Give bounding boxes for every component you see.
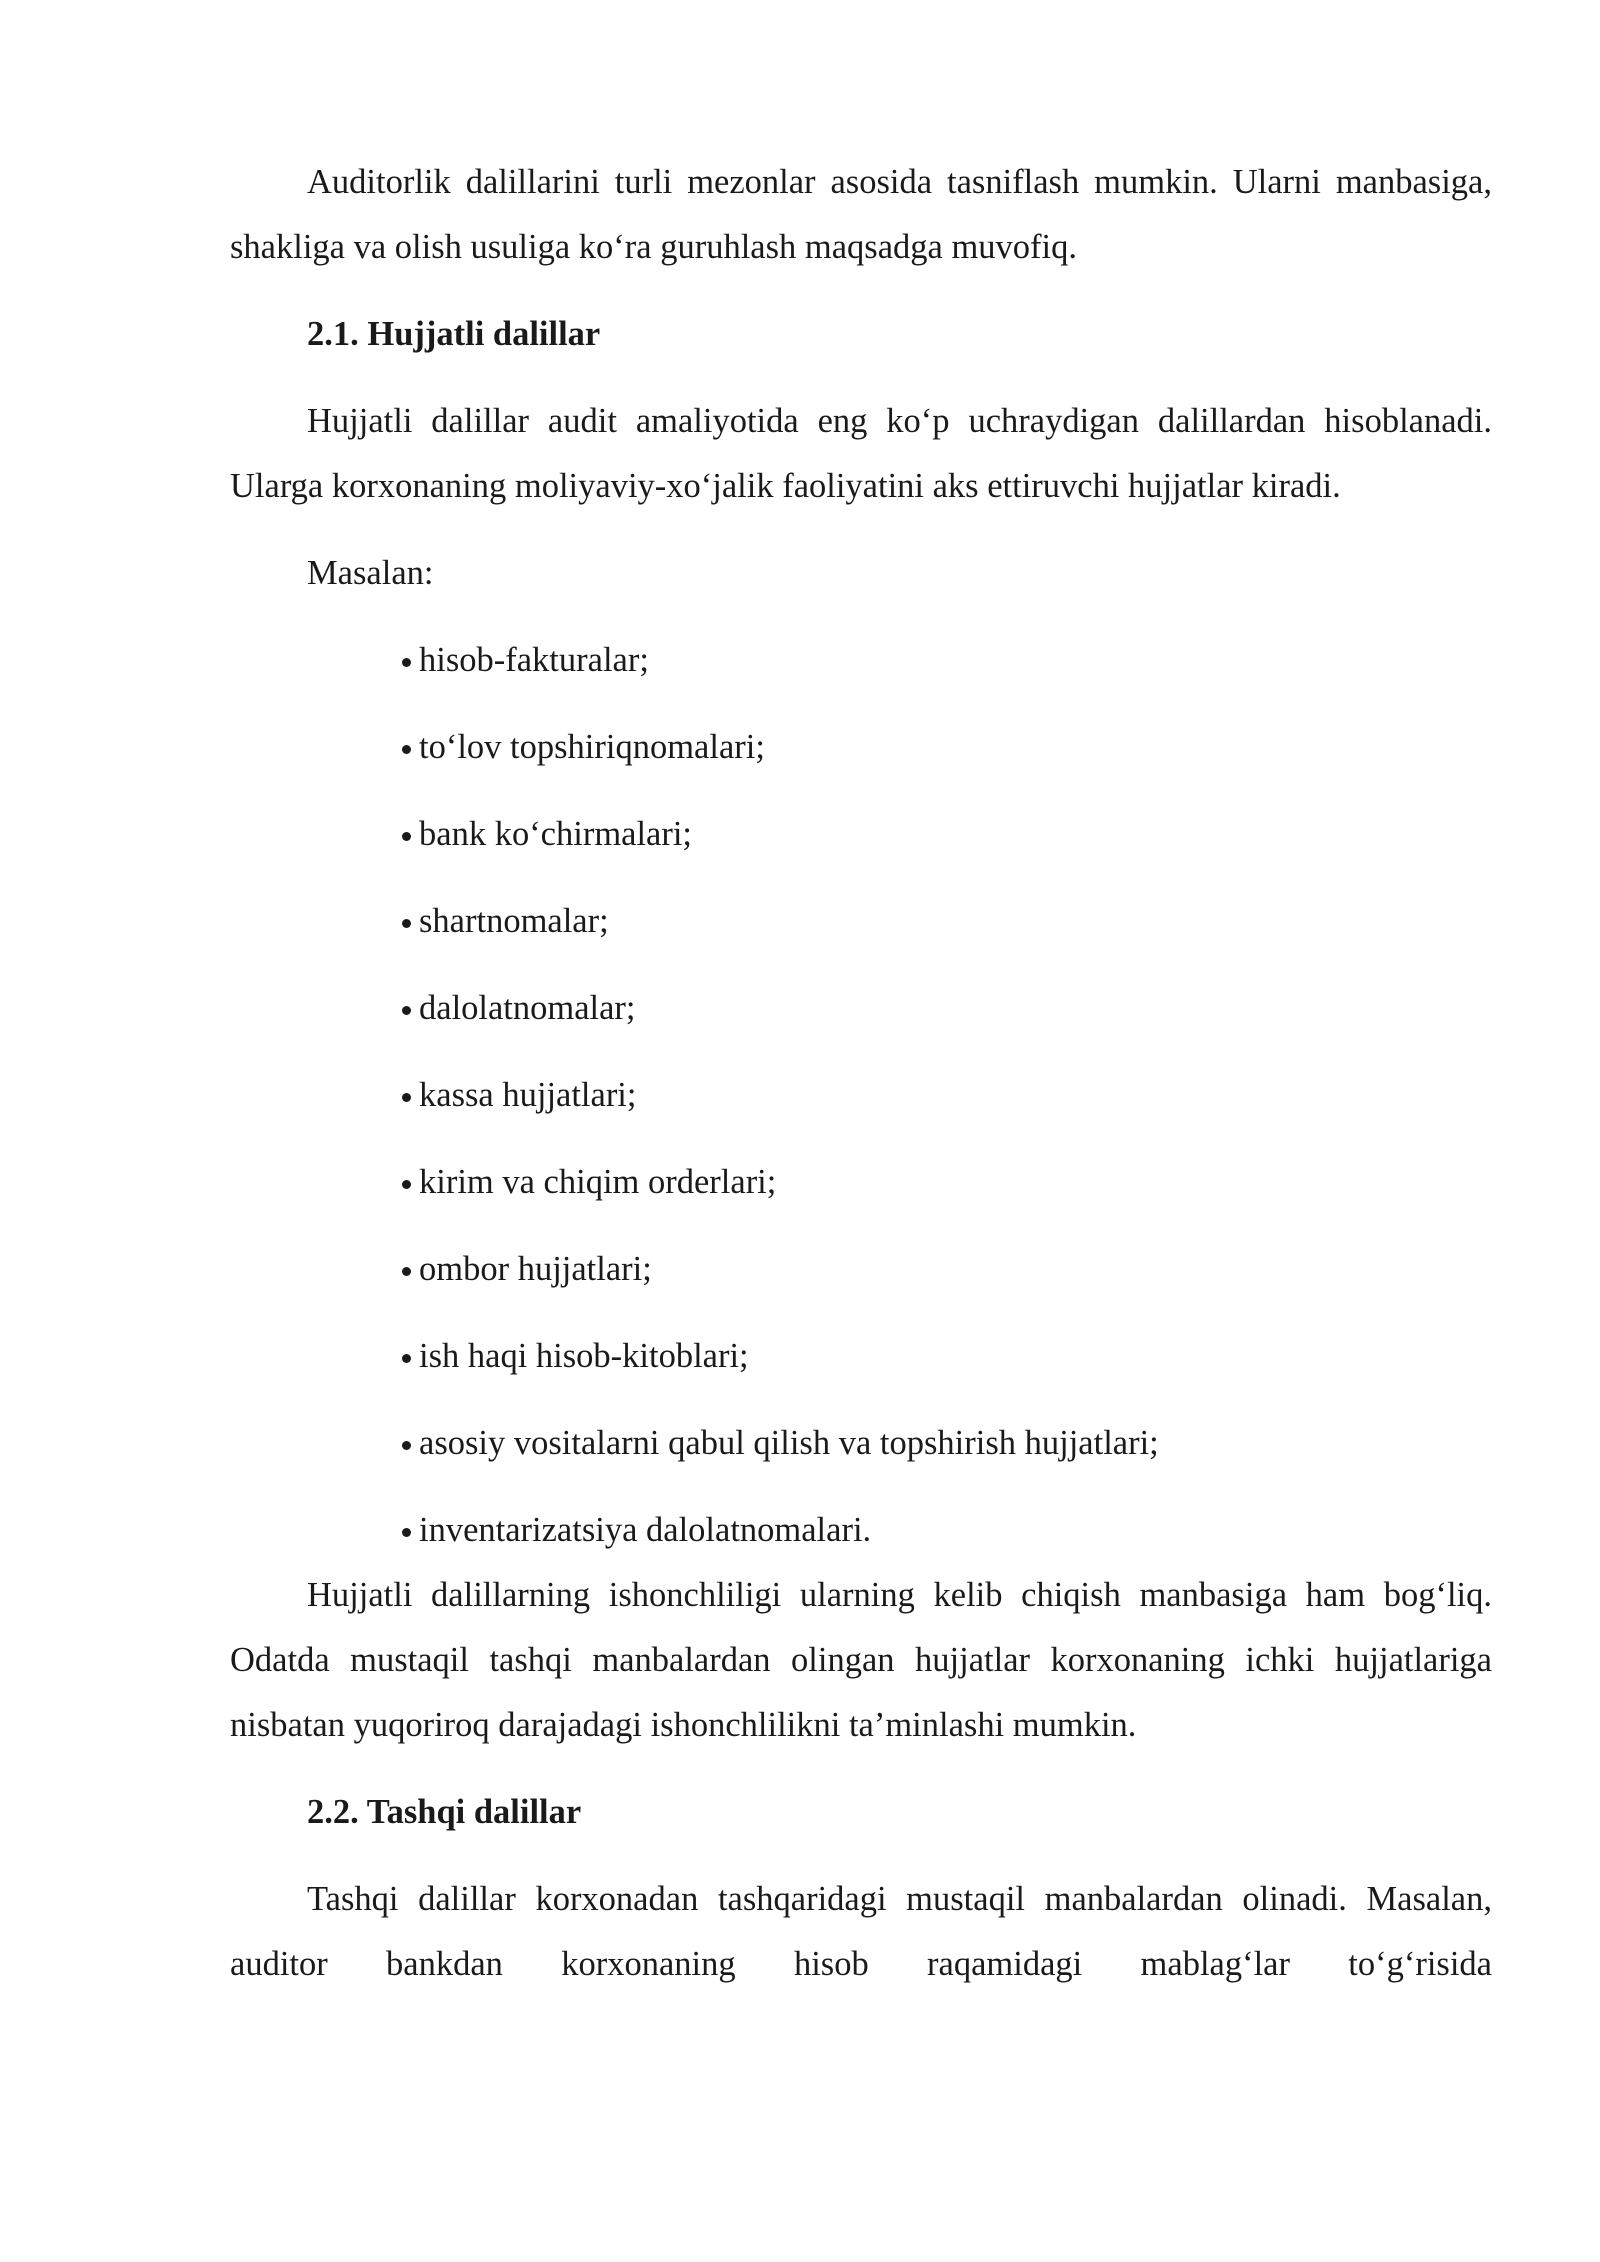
- document-types-list: [230, 628, 1492, 1563]
- bullet-icon: [402, 1267, 411, 1276]
- list-item-text: inventarizatsiya dalolatnomalari.: [419, 1511, 872, 1549]
- list-item: [402, 1411, 1492, 1476]
- list-item: [402, 1150, 1492, 1215]
- list-item: [402, 1237, 1492, 1302]
- list-item-text: hisob-fakturalar;: [419, 641, 649, 679]
- list-item: [402, 1063, 1492, 1128]
- list-item: [402, 802, 1492, 867]
- bullet-icon: [402, 1354, 411, 1363]
- list-item-text: kirim va chiqim orderlari;: [419, 1163, 777, 1201]
- bullet-icon: [402, 1180, 411, 1189]
- list-item-text: asosiy vositalarni qabul qilish va topshirish hujjatlari;: [419, 1424, 1159, 1462]
- list-item-text: dalolatnomalar;: [419, 989, 636, 1027]
- example-lead: Masalan:: [307, 554, 434, 592]
- list-item: [402, 628, 1492, 693]
- bullet-icon: [402, 658, 411, 667]
- bullet-icon: [402, 1441, 411, 1450]
- intro-paragraph: Auditorlik dalillarini turli mezonlar asosida tasniflash mumkin. Ularni manbasiga, shakliga va olish usuliga ko‘ra guruhlash maqsadga muvofiq.: [230, 163, 1492, 266]
- list-item: [402, 889, 1492, 954]
- list-item: [402, 1324, 1492, 1389]
- section-2-1-paragraph: Hujjatli dalillar audit amaliyotida eng ko‘p uchraydigan dalillardan hisoblanadi. Ularga korxonaning moliyaviy-xo‘jalik faoliyatini aks ettiruvchi hujjatlar kiradi.: [230, 402, 1492, 505]
- list-item: [402, 976, 1492, 1041]
- bullet-icon: [402, 832, 411, 841]
- section-2-1-closing-paragraph: Hujjatli dalillarning ishonchliligi ularning kelib chiqish manbasiga ham bog‘liq. Odatda mustaqil tashqi manbalardan olingan hujjatlar korxonaning ichki hujjatlariga nisbatan yuqoriroq darajadagi ishonchlilikni ta’minlashi mumkin.: [230, 1576, 1492, 1744]
- section-heading-2-1: 2.1. Hujjatli dalillar: [307, 315, 601, 353]
- list-item-text: ombor hujjatlari;: [419, 1250, 652, 1288]
- section-heading-2-2: 2.2. Tashqi dalillar: [307, 1793, 582, 1831]
- list-item-text: ish haqi hisob-kitoblari;: [419, 1337, 749, 1375]
- list-item: [402, 715, 1492, 780]
- list-item: [402, 1498, 1492, 1563]
- list-item-text: kassa hujjatlari;: [419, 1076, 637, 1114]
- bullet-icon: [402, 745, 411, 754]
- bullet-icon: [402, 1093, 411, 1102]
- list-item-text: to‘lov topshiriqnomalari;: [419, 728, 765, 766]
- list-item-text: bank ko‘chirmalari;: [419, 815, 693, 853]
- bullet-icon: [402, 919, 411, 928]
- bullet-icon: [402, 1006, 411, 1015]
- document-page: [230, 150, 1492, 1997]
- list-item-text: shartnomalar;: [419, 902, 609, 940]
- section-2-2-paragraph: Tashqi dalillar korxonadan tashqaridagi mustaqil manbalardan olinadi. Masalan, auditor bankdan korxonaning hisob raqamidagi mablag‘lar to‘g‘risida: [230, 1880, 1492, 1983]
- bullet-icon: [402, 1528, 411, 1537]
